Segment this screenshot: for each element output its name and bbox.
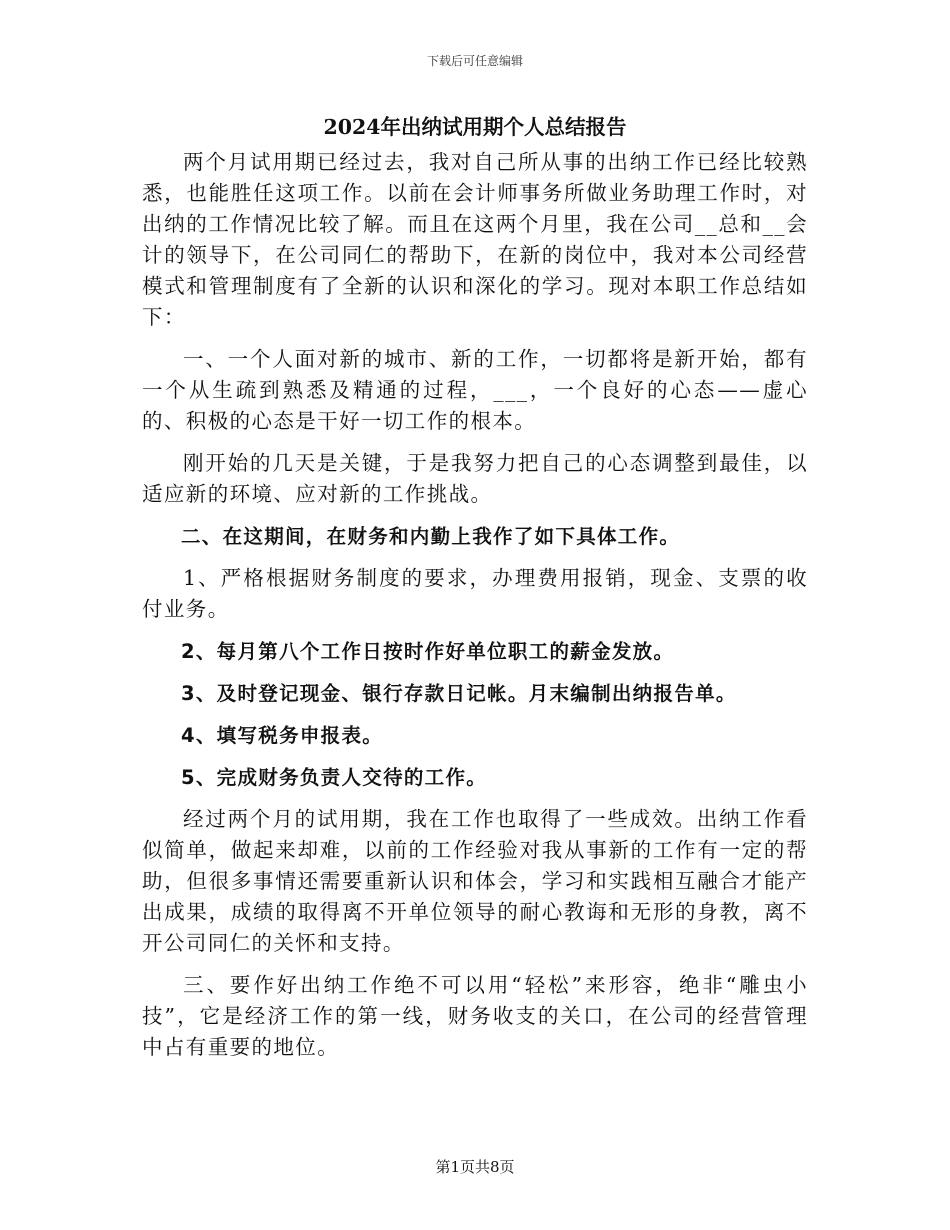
list-item-1: 1、严格根据财务制度的要求，办理费用报销，现金、支票的收付业务。 [142, 566, 808, 621]
paragraph-section-one: 一、一个人面对新的城市、新的工作，一切都将是新开始，都有一个从生疏到熟悉及精通的过程，___，一个良好的心态——虚心的、积极的心态是干好一切工作的根本。 [142, 347, 808, 433]
paragraph-results: 经过两个月的试用期，我在工作也取得了一些成效。出纳工作看似简单，做起来却难，以前的工作经验对我从事新的工作有一定的帮助，但很多事情还需要重新认识和体会，学习和实践相互融合才能产出成果，成绩的取得离不开单位领导的耐心教诲和无形的身教，离不开公司同仁的关怀和支持。 [142, 807, 808, 955]
document-body [142, 112, 808, 1074]
paragraph-section-two-heading: 二、在这期间，在财务和内勤上我作了如下具体工作。 [181, 525, 681, 548]
header-note: 下载后可任意编辑 [426, 54, 523, 68]
document-title: 2024年出纳试用期个人总结报告 [323, 115, 627, 139]
paragraph-section-three: 三、要作好出纳工作绝不可以用“轻松”来形容，绝非“雕虫小技”，它是经济工作的第一线，财务收支的关口，在公司的经营管理中占有重要的地位。 [142, 973, 808, 1059]
paragraph-mindset: 刚开始的几天是关键，于是我努力把自己的心态调整到最佳，以适应新的环境、应对新的工作挑战。 [142, 451, 808, 506]
list-item-4: 4、填写税务申报表。 [181, 724, 384, 747]
list-item-2: 2、每月第八个工作日按时作好单位职工的薪金发放。 [181, 640, 675, 663]
list-item-5: 5、完成财务负责人交待的工作。 [181, 766, 488, 789]
paragraph-intro: 两个月试用期已经过去，我对自己所从事的出纳工作已经比较熟悉，也能胜任这项工作。以前在会计师事务所做业务助理工作时，对出纳的工作情况比较了解。而且在这两个月里，我在公司__总和__会计的领导下，在公司同仁的帮助下，在新的岗位中，我对本公司经营模式和管理制度有了全新的认识和深化的学习。现对本职工作总结如下： [142, 150, 808, 329]
list-item-3: 3、及时登记现金、银行存款日记帐。月末编制出纳报告单。 [181, 682, 737, 705]
page-number: 第1页共8页 [435, 1158, 515, 1176]
